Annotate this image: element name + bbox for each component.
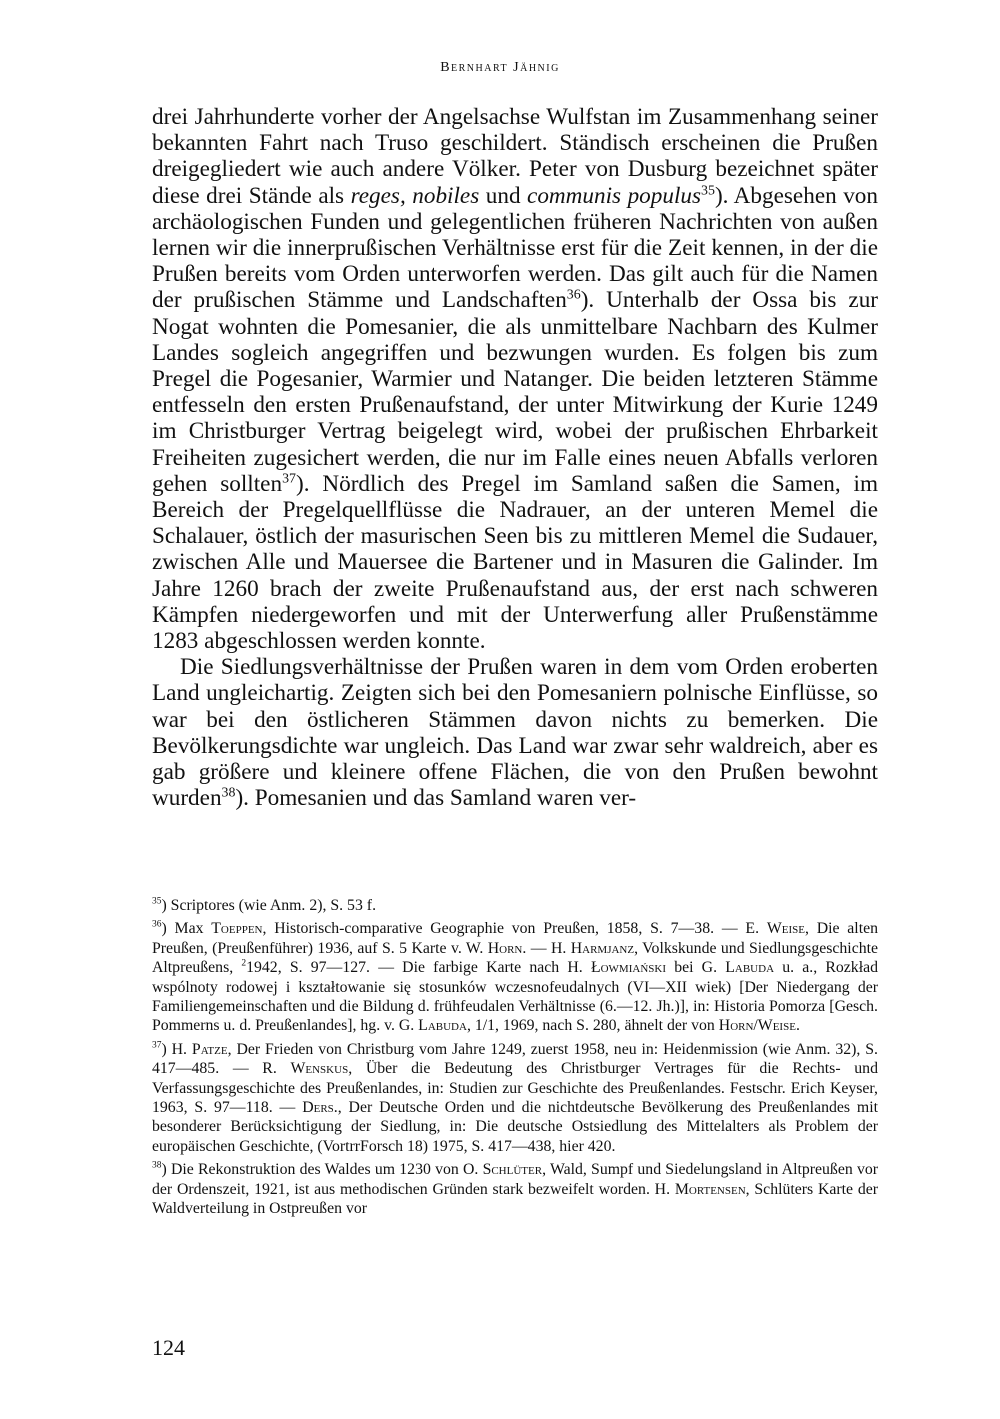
footnote-ref: 38: [221, 785, 236, 801]
main-text: [152, 104, 878, 811]
footnote: $^{36}$) Max Toeppen, Historisch-comparative Geographie von Preußen, 1858, S. 7—38. — E. Weise, Die alten Preußen, (Preußenführer) 1936, auf S. 5 Karte v. W. Horn. — H. Harmjanz, Volkskunde und Siedlungsgeschichte Altpreußens, $^2$1942, S. 97—127. — Die farbige Karte nach H. Łowmiański bei G. Labuda u. a., Rozkład wspólnoty rodowej i kształtowanie się stosunków wczesnofeudalnych (VI—XII wiek) [Der Niedergang der Familiengemeinschaften und die Bildung d. frühfeudalen Verhältnisse (6.—12. Jh.)], in: Historia Pomorza [Gesch. Pommerns u. d. Preußenlandes], hg. v. G. Labuda, 1/1, 1969, nach S. 280, ähnelt der von Horn/Weise.: [152, 920, 878, 1035]
footnote: $^{35}$) Scriptores (wie Anm. 2), S. 53 f.: [152, 896, 377, 914]
page-number: 124: [152, 1335, 185, 1360]
footnote-ref: 37: [282, 471, 296, 487]
footnote: $^{37}$) H. Patze, Der Frieden von Christburg vom Jahre 1249, zuerst 1958, neu in: Heidenmission (wie Anm. 32), S. 417—485. — R. Wenskus, Über die Bedeutung des Christburger Vertrages für die Rechts- und Verfassungsgeschichte des Preußenlandes, in: Studien zur Geschichte des Preußenlandes. Festschr. Erich Keyser, 1963, S. 97—118. — Ders., Der Deutsche Orden und die nichtdeutsche Bevölkerung des Preußenlandes mit besonderer Berücksichtigung der Siedlung, in: Die deutsche Ostsiedlung des Mittelalters als Problem der europäischen Geschichte, (VortrrForsch 18) 1975, S. 417—438, hier 420.: [152, 1040, 878, 1155]
running-head: Bernhart Jähnig: [440, 60, 560, 75]
paragraph: Die Siedlungsverhältnisse der Prußen waren in dem vom Orden eroberten Land ungleichartig. Zeigten sich bei den Pomesaniern polnische Einflüsse, so war bei den östlicheren Stämmen davon nichts zu bemerken. Die Bevölkerungsdichte war ungleich. Das Land war zwar sehr waldreich, aber es gab größere und kleinere offene Flächen, die von den Prußen bewohnt wurden$^{38}$). Pomesanien und das Samland waren ver-: [152, 654, 878, 812]
footnotes: [152, 896, 878, 1223]
footnote-ref: 35: [701, 182, 715, 198]
footnote-ref: 36: [566, 287, 581, 303]
paragraph: drei Jahrhunderte vorher der Angelsachse Wulfstan im Zusammenhang seiner bekannten Fahrt nach Truso geschildert. Ständisch erscheinen die Prußen dreigegliedert wie auch andere Völker. Peter von Dusburg bezeichnet später diese drei Stände als reges, nobiles und communis populus$^{35}$). Abgesehen von archäologischen Funden und gelegentlichen früheren Nachrichten von außen lernen wir die innerprußischen Verhältnisse erst für die Zeit kennen, in der die Prußen bereits vom Orden unterworfen werden. Das gilt auch für die Namen der prußischen Stämme und Landschaften$^{36}$). Unterhalb der Ossa bis zur Nogat wohnten die Pomesanier, die als unmittelbare Nachbarn des Kulmer Landes sogleich angegriffen und bezwungen wurden. Es folgen bis zum Pregel die Pogesanier, Warmier und Natanger. Die beiden letzteren Stämme entfesseln den ersten Prußenaufstand, der unter Mitwirkung der Kurie 1249 im Christburger Vertrag beigelegt wird, wobei der prußischen Ehrbarkeit Freiheiten zugesichert werden, die nur im Falle eines neuen Abfalls verloren gehen sollten$^{37}$). Nördlich des Pregel im Samland saßen die Samen, im Bereich der Pregelquellflüsse die Nadrauer, an der unteren Memel die Schalauer, östlich der masurischen Seen bis zu mittleren Memel die Sudauer, zwischen Alle und Mauersee die Bartener und in Masuren die Galinder. Im Jahre 1260 brach der zweite Prußenaufstand aus, der erst nach schweren Kämpfen niedergeworfen und mit der Unterwerfung aller Prußenstämme 1283 abgeschlossen werden konnte.: [152, 104, 879, 655]
footnote: $^{38}$) Die Rekonstruktion des Waldes um 1230 von O. Schlüter, Wald, Sumpf und Siedelungsland in Altpreußen vor der Ordenszeit, 1921, ist aus methodischen Gründen stark bezweifelt worden. H. Mortensen, Schlüters Karte der Waldverteilung in Ostpreußen vor: [152, 1161, 878, 1218]
